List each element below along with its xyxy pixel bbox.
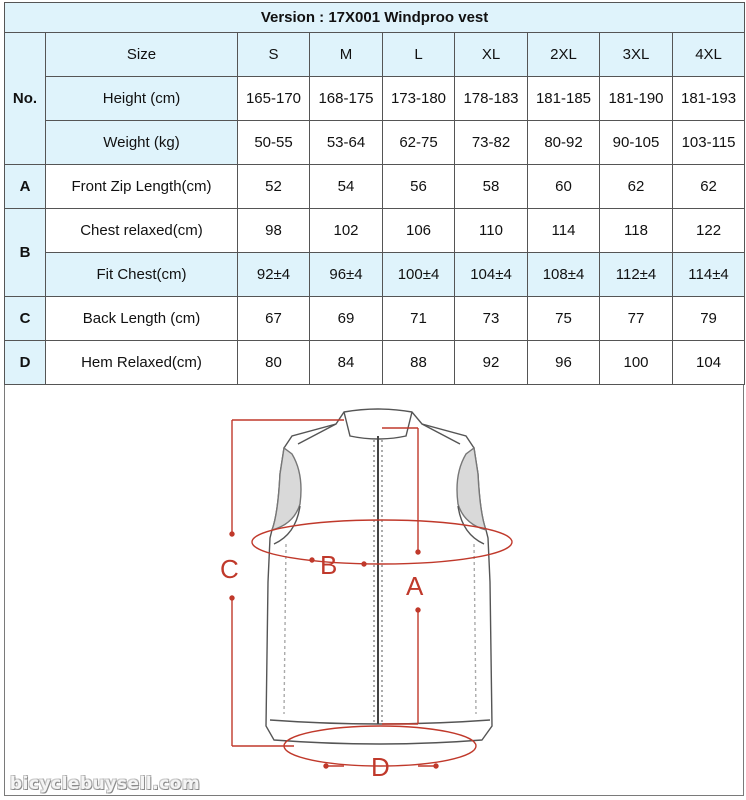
size-header: XL: [455, 33, 528, 77]
table-cell: 92: [455, 341, 528, 385]
label-a: A: [406, 571, 424, 601]
guide-d-dot-left: [324, 764, 328, 768]
table-cell: 80-92: [528, 121, 600, 165]
size-header: M: [310, 33, 383, 77]
table-cell: 110: [455, 209, 528, 253]
table-cell: 73: [455, 297, 528, 341]
guide-a-dot-bottom: [416, 608, 420, 612]
label-c: C: [220, 554, 239, 584]
no-header: No.: [5, 33, 46, 165]
table-cell: 114±4: [673, 253, 745, 297]
table-row: [5, 165, 745, 209]
guide-c-dot-top: [230, 532, 234, 536]
row-label: Front Zip Length(cm): [46, 165, 238, 209]
watermark: bicyclebuysell.com: [10, 774, 201, 794]
measure-letter-a: A: [5, 165, 46, 209]
guide-d-dot-right: [434, 764, 438, 768]
table-cell: 165-170: [238, 77, 310, 121]
table-cell: 168-175: [310, 77, 383, 121]
table-cell: 77: [600, 297, 673, 341]
guide-b-dot-left: [310, 558, 314, 562]
table-cell: 173-180: [383, 77, 455, 121]
row-label: Height (cm): [46, 77, 238, 121]
row-label: Back Length (cm): [46, 297, 238, 341]
table-cell: 58: [455, 165, 528, 209]
row-label: Weight (kg): [46, 121, 238, 165]
table-row: [5, 297, 745, 341]
row-label: Fit Chest(cm): [46, 253, 238, 297]
row-label: Chest relaxed(cm): [46, 209, 238, 253]
table-cell: 122: [673, 209, 745, 253]
label-d: D: [371, 752, 390, 782]
table-cell: 62-75: [383, 121, 455, 165]
table-cell: 56: [383, 165, 455, 209]
vest-illustration: [266, 409, 492, 744]
label-b: B: [320, 550, 338, 580]
table-cell: 106: [383, 209, 455, 253]
table-row: [5, 209, 745, 253]
table-row: [5, 121, 745, 165]
table-cell: 108±4: [528, 253, 600, 297]
table-cell: 104±4: [455, 253, 528, 297]
measure-letter-c: C: [5, 297, 46, 341]
table-cell: 62: [600, 165, 673, 209]
table-cell: 178-183: [455, 77, 528, 121]
table-cell: 88: [383, 341, 455, 385]
vest-measurement-diagram: [4, 384, 744, 796]
table-cell: 92±4: [238, 253, 310, 297]
table-cell: 98: [238, 209, 310, 253]
table-cell: 100±4: [383, 253, 455, 297]
table-cell: 79: [673, 297, 745, 341]
table-row: [5, 77, 745, 121]
table-cell: 104: [673, 341, 745, 385]
table-cell: 54: [310, 165, 383, 209]
table-cell: 75: [528, 297, 600, 341]
table-cell: 67: [238, 297, 310, 341]
table-title: Version : 17X001 Windproo vest: [5, 3, 745, 33]
table-cell: 80: [238, 341, 310, 385]
guide-b-dot-right: [362, 562, 366, 566]
table-cell: 60: [528, 165, 600, 209]
table-cell: 100: [600, 341, 673, 385]
table-cell: 84: [310, 341, 383, 385]
measure-letter-d: D: [5, 341, 46, 385]
guide-a-dot-top: [416, 550, 420, 554]
table-row: [5, 33, 745, 77]
table-cell: 102: [310, 209, 383, 253]
row-label: Hem Relaxed(cm): [46, 341, 238, 385]
table-cell: 50-55: [238, 121, 310, 165]
table-cell: 52: [238, 165, 310, 209]
table-cell: 71: [383, 297, 455, 341]
measure-letter-b: B: [5, 209, 46, 297]
size-header: 4XL: [673, 33, 745, 77]
table-cell: 96: [528, 341, 600, 385]
table-row: [5, 341, 745, 385]
table-cell: 118: [600, 209, 673, 253]
size-header: 2XL: [528, 33, 600, 77]
table-cell: 181-185: [528, 77, 600, 121]
size-header: L: [383, 33, 455, 77]
table-cell: 53-64: [310, 121, 383, 165]
table-cell: 112±4: [600, 253, 673, 297]
size-header: S: [238, 33, 310, 77]
table-cell: 181-190: [600, 77, 673, 121]
table-cell: 62: [673, 165, 745, 209]
table-cell: 96±4: [310, 253, 383, 297]
size-table: [4, 2, 745, 385]
table-cell: 114: [528, 209, 600, 253]
table-cell: 73-82: [455, 121, 528, 165]
table-cell: 69: [310, 297, 383, 341]
size-header: 3XL: [600, 33, 673, 77]
guide-c-dot-bottom: [230, 596, 234, 600]
table-row: [5, 253, 745, 297]
table-cell: 181-193: [673, 77, 745, 121]
row-label: Size: [46, 33, 238, 77]
table-cell: 103-115: [673, 121, 745, 165]
table-cell: 90-105: [600, 121, 673, 165]
